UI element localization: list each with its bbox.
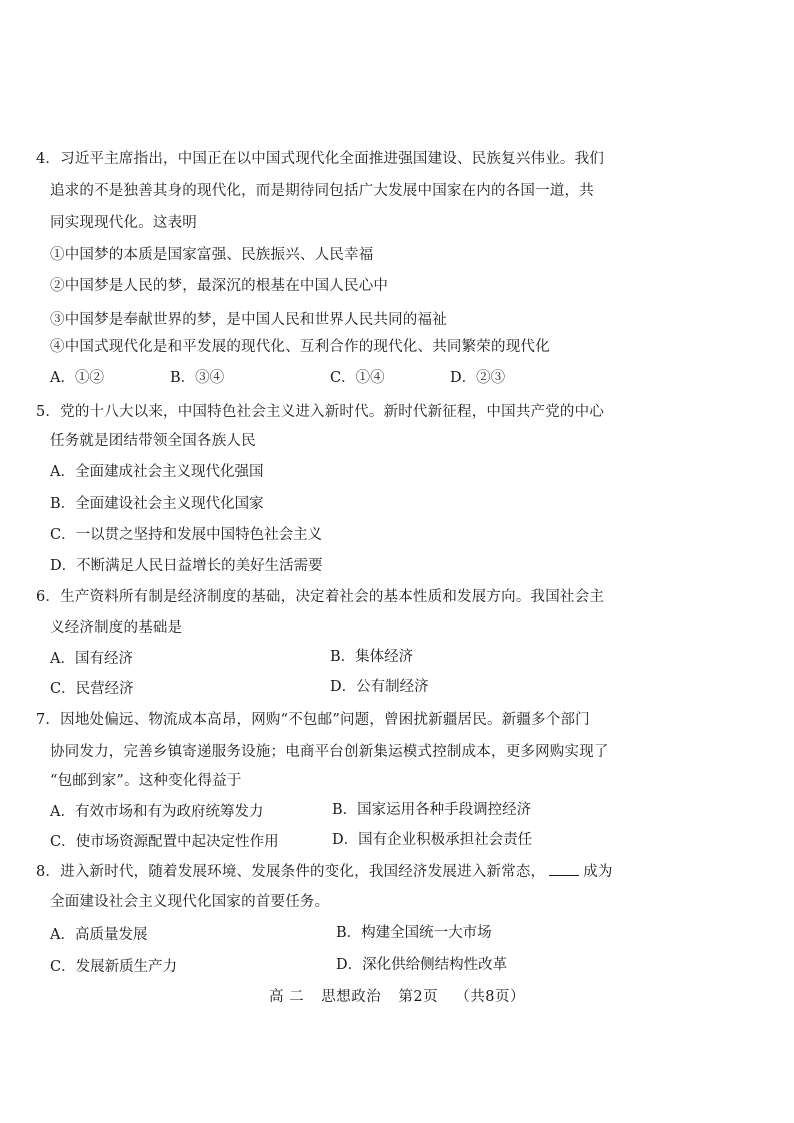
q4-option-c: C．①④	[330, 370, 385, 386]
q4-option-a: A．①②	[50, 370, 104, 386]
q5-stem-line-2: 任务就是团结带领全国各族人民	[50, 433, 256, 449]
q5-option-d: D．不断满足人民日益增长的美好生活需要	[50, 558, 323, 574]
q5-option-a: A．全面建成社会主义现代化强国	[50, 464, 264, 480]
q5-option-c: C．一以贯之坚持和发展中国特色社会主义	[50, 527, 323, 543]
q4-stem-line-1: 4．习近平主席指出，中国正在以中国式现代化全面推进强国建设、民族复兴伟业。我们	[36, 151, 605, 167]
q8-option-d: D．深化供给侧结构性改革	[336, 957, 508, 973]
q7-stem-line-1: 7．因地处偏远、物流成本高昂，网购“不包邮”问题，曾困扰新疆居民。新疆多个部门	[36, 712, 590, 728]
q8-option-a: A．高质量发展	[50, 927, 148, 943]
q6-option-a: A．国有经济	[50, 651, 133, 667]
q6-option-c: C．民营经济	[50, 681, 134, 697]
page-footer	[0, 985, 794, 1006]
q7-option-c: C．使市场资源配置中起决定性作用	[50, 834, 279, 850]
q7-option-a: A．有效市场和有为政府统筹发力	[50, 804, 264, 820]
q4-statement-4: ④中国式现代化是和平发展的现代化、互利合作的现代化、共同繁荣的现代化	[50, 339, 550, 355]
footer-subject: 思想政治	[321, 989, 382, 1005]
footer-grade: 高 二	[269, 989, 305, 1005]
q4-stem-line-2: 追求的不是独善其身的现代化，而是期待同包括广大发展中国家在内的各国一道，共	[50, 183, 594, 199]
q6-option-d: D．公有制经济	[330, 679, 429, 695]
q5-stem-line-1: 5．党的十八大以来，中国特色社会主义进入新时代。新时代新征程，中国共产党的中心	[36, 404, 605, 420]
q7-stem-line-3: “包邮到家”。这种变化得益于	[50, 773, 242, 789]
q7-option-d: D．国有企业积极承担社会责任	[332, 832, 533, 848]
q8-stem-before-blank: 8．进入新时代，随着发展环境、发展条件的变化，我国经济发展进入新常态，	[36, 864, 546, 880]
q5-option-b: B．全面建设社会主义现代化国家	[50, 496, 264, 512]
q4-stem-line-3: 同实现现代化。这表明	[50, 215, 197, 231]
q8-option-c: C．发展新质生产力	[50, 959, 178, 975]
q7-stem-line-2: 协同发力，完善乡镇寄递服务设施；电商平台创新集运模式控制成本，更多网购实现了	[50, 744, 609, 760]
q6-option-b: B．集体经济	[330, 649, 414, 665]
q8-stem-after-blank: 成为	[583, 864, 613, 880]
q7-option-b: B．国家运用各种手段调控经济	[332, 802, 532, 818]
footer-page-number: 第2页	[398, 989, 439, 1005]
q6-stem-line-2: 义经济制度的基础是	[50, 620, 183, 636]
q8-stem-line-1	[36, 863, 613, 881]
q4-statement-1: ①中国梦的本质是国家富强、民族振兴、人民幸福	[50, 247, 374, 263]
q4-option-d: D．②③	[450, 370, 506, 386]
q4-statement-3: ③中国梦是奉献世界的梦，是中国人民和世界人民共同的福祉	[50, 312, 447, 328]
q8-option-b: B．构建全国统一大市场	[336, 925, 492, 941]
q8-answer-blank	[549, 863, 579, 876]
q4-statement-2: ②中国梦是人民的梦，最深沉的根基在中国人民心中	[50, 278, 389, 294]
q6-stem-line-1: 6．生产资料所有制是经济制度的基础，决定着社会的基本性质和发展方向。我国社会主	[36, 589, 605, 605]
footer-total-pages: （共8页）	[455, 989, 525, 1005]
q8-stem-line-2: 全面建设社会主义现代化国家的首要任务。	[50, 894, 330, 910]
q4-option-b: B．③④	[170, 370, 225, 386]
